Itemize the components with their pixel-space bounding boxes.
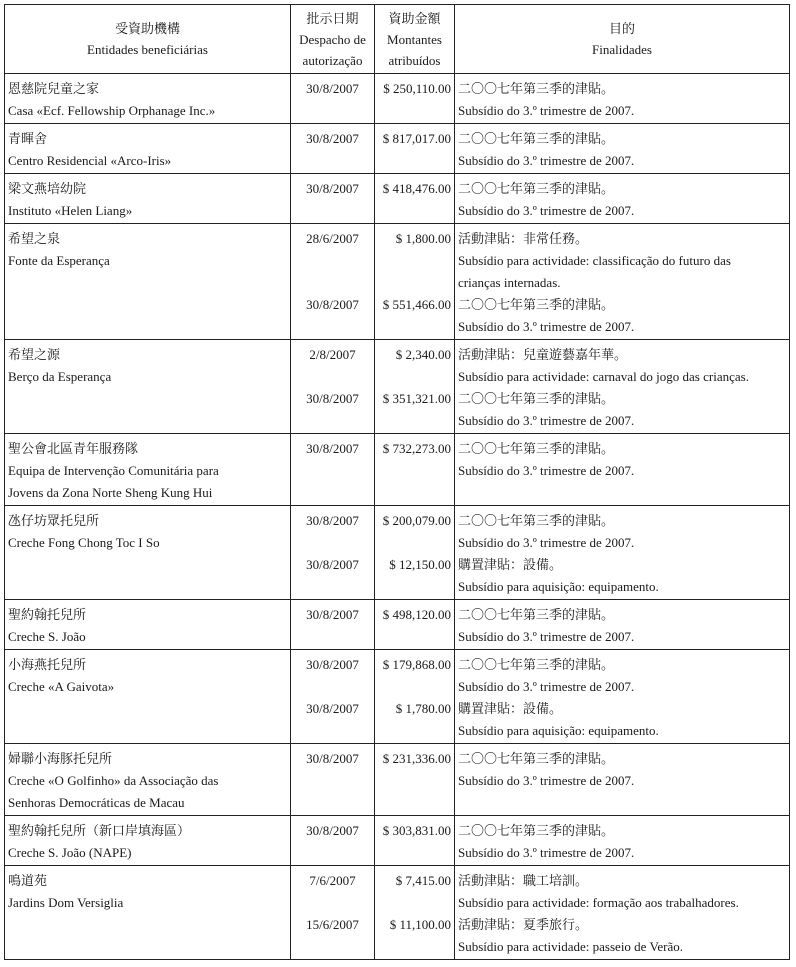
table-row bbox=[5, 650, 790, 744]
entity-name-line: Senhoras Democráticas de Macau bbox=[8, 795, 185, 810]
col-purpose-header bbox=[455, 5, 790, 74]
spacer bbox=[294, 842, 371, 864]
amount-cell bbox=[375, 866, 455, 960]
amount-cell bbox=[375, 600, 455, 650]
purpose-line: Subsídio do 3.º trimestre de 2007. bbox=[458, 413, 635, 428]
purpose-cell bbox=[455, 124, 790, 174]
date-cell bbox=[291, 434, 375, 506]
amount-cell bbox=[375, 340, 455, 434]
entity-name-line: Berço da Esperança bbox=[8, 369, 112, 384]
entity-name-line: Equipa de Intervenção Comunitária para bbox=[8, 463, 219, 478]
grant-amount: $ 732,273.00 bbox=[382, 441, 451, 456]
grant-date: 30/8/2007 bbox=[306, 701, 359, 716]
purpose-line: Subsídio do 3.º trimestre de 2007. bbox=[458, 629, 635, 644]
grant-date: 30/8/2007 bbox=[306, 657, 359, 672]
amount-header-pt-1: Montantes bbox=[387, 31, 442, 47]
purpose-line: Subsídio do 3.º trimestre de 2007. bbox=[458, 773, 635, 788]
purpose-line: Subsídio para actividade: carnaval do jogo das crianças. bbox=[458, 369, 749, 384]
date-cell bbox=[291, 866, 375, 960]
table-row bbox=[5, 866, 790, 960]
spacer bbox=[294, 676, 371, 698]
grant-date: 30/8/2007 bbox=[306, 823, 359, 838]
grant-amount: $ 1,800.00 bbox=[395, 231, 451, 246]
purpose-line: Subsídio para aquisição: equipamento. bbox=[458, 579, 659, 594]
grant-amount: $ 551,466.00 bbox=[382, 297, 451, 312]
entity-cell bbox=[5, 340, 291, 434]
date-cell bbox=[291, 74, 375, 124]
table-row bbox=[5, 74, 790, 124]
amount-cell bbox=[375, 434, 455, 506]
entity-name-line: Fonte da Esperança bbox=[8, 253, 110, 268]
table-row bbox=[5, 174, 790, 224]
grant-amount: $ 7,415.00 bbox=[395, 873, 451, 888]
date-cell bbox=[291, 124, 375, 174]
spacer bbox=[378, 100, 451, 122]
spacer bbox=[378, 272, 451, 294]
table-body bbox=[5, 74, 790, 960]
grant-date: 30/8/2007 bbox=[306, 131, 359, 146]
spacer bbox=[378, 576, 451, 598]
entity-cell bbox=[5, 174, 291, 224]
grant-date: 30/8/2007 bbox=[306, 181, 359, 196]
purpose-line: Subsídio do 3.º trimestre de 2007. bbox=[458, 153, 635, 168]
purpose-line: 二〇〇七年第三季的津貼。 bbox=[458, 607, 615, 622]
amount-header-pt-2: atribuídos bbox=[388, 52, 441, 68]
purpose-line: 二〇〇七年第三季的津貼。 bbox=[458, 823, 615, 838]
grant-amount: $ 1,780.00 bbox=[395, 701, 451, 716]
spacer bbox=[378, 250, 451, 272]
amount-cell bbox=[375, 650, 455, 744]
purpose-line: Subsídio para actividade: formação aos trabalhadores. bbox=[458, 895, 739, 910]
purpose-cell bbox=[455, 434, 790, 506]
grant-date: 7/6/2007 bbox=[309, 873, 356, 888]
entity-cell bbox=[5, 866, 291, 960]
date-header-pt-2: autorização bbox=[302, 52, 363, 68]
date-cell bbox=[291, 224, 375, 340]
entity-cell bbox=[5, 744, 291, 816]
entity-name-line: 鳴道苑 bbox=[8, 873, 48, 888]
purpose-cell bbox=[455, 340, 790, 434]
table-row bbox=[5, 124, 790, 174]
amount-cell bbox=[375, 74, 455, 124]
entity-name-line: Jardins Dom Versiglia bbox=[8, 895, 124, 910]
entity-cell bbox=[5, 224, 291, 340]
purpose-header-zh: 目的 bbox=[608, 21, 635, 36]
purpose-line: Subsídio do 3.º trimestre de 2007. bbox=[458, 319, 635, 334]
entity-name-line: 青暉舍 bbox=[8, 131, 48, 146]
date-cell bbox=[291, 650, 375, 744]
date-header-zh: 批示日期 bbox=[306, 10, 359, 26]
purpose-line: Subsídio do 3.º trimestre de 2007. bbox=[458, 203, 635, 218]
date-cell bbox=[291, 816, 375, 866]
entity-name-line: 聖約翰托兒所 bbox=[8, 607, 87, 622]
spacer bbox=[378, 936, 451, 958]
purpose-cell bbox=[455, 506, 790, 600]
purpose-line: 二〇〇七年第三季的津貼。 bbox=[458, 297, 615, 312]
purpose-line: Subsídio do 3.º trimestre de 2007. bbox=[458, 845, 635, 860]
spacer bbox=[294, 576, 371, 598]
purpose-line: Subsídio do 3.º trimestre de 2007. bbox=[458, 679, 635, 694]
amount-cell bbox=[375, 124, 455, 174]
grant-date: 30/8/2007 bbox=[306, 513, 359, 528]
col-date-header bbox=[291, 5, 375, 74]
spacer bbox=[294, 892, 371, 914]
spacer bbox=[294, 936, 371, 958]
spacer bbox=[294, 366, 371, 388]
spacer bbox=[378, 892, 451, 914]
amount-cell bbox=[375, 224, 455, 340]
purpose-line: 活動津貼：非常任務。 bbox=[458, 231, 589, 246]
grant-date: 2/8/2007 bbox=[309, 347, 356, 362]
purpose-line: 二〇〇七年第三季的津貼。 bbox=[458, 657, 615, 672]
purpose-cell bbox=[455, 650, 790, 744]
entity-header-zh: 受資助機構 bbox=[114, 21, 180, 36]
grant-amount: $ 231,336.00 bbox=[382, 751, 451, 766]
grant-amount: $ 303,831.00 bbox=[382, 823, 451, 838]
purpose-line: Subsídio para actividade: passeio de Verão. bbox=[458, 939, 684, 954]
spacer bbox=[378, 532, 451, 554]
spacer bbox=[378, 626, 451, 648]
purpose-line: 二〇〇七年第三季的津貼。 bbox=[458, 391, 615, 406]
purpose-line: Subsídio para aquisição: equipamento. bbox=[458, 723, 659, 738]
grant-date: 28/6/2007 bbox=[306, 231, 359, 246]
date-cell bbox=[291, 340, 375, 434]
spacer bbox=[378, 676, 451, 698]
entity-name-line: Creche S. João bbox=[8, 629, 86, 644]
purpose-cell bbox=[455, 224, 790, 340]
purpose-header-pt: Finalidades bbox=[592, 42, 652, 57]
entity-name-line: Creche S. João (NAPE) bbox=[8, 845, 132, 860]
purpose-line: Subsídio do 3.º trimestre de 2007. bbox=[458, 535, 635, 550]
spacer bbox=[294, 532, 371, 554]
entity-name-line: 小海燕托兒所 bbox=[8, 657, 87, 672]
spacer bbox=[294, 100, 371, 122]
spacer bbox=[294, 770, 371, 792]
spacer bbox=[378, 770, 451, 792]
entity-name-line: 恩慈院兒童之家 bbox=[8, 81, 100, 96]
spacer bbox=[378, 720, 451, 742]
spacer bbox=[378, 150, 451, 172]
purpose-cell bbox=[455, 174, 790, 224]
purpose-cell bbox=[455, 816, 790, 866]
purpose-line: 二〇〇七年第三季的津貼。 bbox=[458, 131, 615, 146]
purpose-line: 活動津貼：職工培訓。 bbox=[458, 873, 589, 888]
purpose-line: 二〇〇七年第三季的津貼。 bbox=[458, 181, 615, 196]
date-header-pt-1: Despacho de bbox=[299, 31, 366, 47]
entity-name-line: Jovens da Zona Norte Sheng Kung Hui bbox=[8, 485, 213, 500]
entity-cell bbox=[5, 650, 291, 744]
purpose-line: 活動津貼：兒童遊藝嘉年華。 bbox=[458, 347, 628, 362]
entity-name-line: 婦聯小海豚托兒所 bbox=[8, 751, 113, 766]
amount-cell bbox=[375, 816, 455, 866]
purpose-cell bbox=[455, 866, 790, 960]
entity-name-line: 聖約翰托兒所（新口岸填海區） bbox=[8, 823, 191, 838]
amount-cell bbox=[375, 506, 455, 600]
col-entity-header bbox=[5, 5, 291, 74]
grant-amount: $ 2,340.00 bbox=[395, 347, 451, 362]
purpose-cell bbox=[455, 600, 790, 650]
purpose-line: 二〇〇七年第三季的津貼。 bbox=[458, 513, 615, 528]
purpose-line: Subsídio para actividade: classificação do futuro das bbox=[458, 253, 731, 268]
grant-amount: $ 418,476.00 bbox=[382, 181, 451, 196]
col-amount-header bbox=[375, 5, 455, 74]
table-row bbox=[5, 816, 790, 866]
grant-date: 30/8/2007 bbox=[306, 607, 359, 622]
spacer bbox=[294, 626, 371, 648]
spacer bbox=[294, 460, 371, 482]
spacer bbox=[294, 150, 371, 172]
spacer bbox=[378, 316, 451, 338]
grant-date: 15/6/2007 bbox=[306, 917, 359, 932]
grant-amount: $ 351,321.00 bbox=[382, 391, 451, 406]
amount-cell bbox=[375, 174, 455, 224]
entity-cell bbox=[5, 434, 291, 506]
grant-date: 30/8/2007 bbox=[306, 81, 359, 96]
spacer bbox=[378, 410, 451, 432]
spacer bbox=[294, 316, 371, 338]
entity-name-line: Instituto «Helen Liang» bbox=[8, 203, 133, 218]
entity-cell bbox=[5, 74, 291, 124]
table-row bbox=[5, 434, 790, 506]
purpose-line: 購置津貼：設備。 bbox=[458, 701, 563, 716]
purpose-line: Subsídio do 3.º trimestre de 2007. bbox=[458, 103, 635, 118]
grant-amount: $ 817,017.00 bbox=[382, 131, 451, 146]
grant-amount: $ 12,150.00 bbox=[389, 557, 451, 572]
table-row bbox=[5, 224, 790, 340]
entity-name-line: Casa «Ecf. Fellowship Orphanage Inc.» bbox=[8, 103, 216, 118]
spacer bbox=[294, 200, 371, 222]
grant-date: 30/8/2007 bbox=[306, 751, 359, 766]
purpose-cell bbox=[455, 74, 790, 124]
date-cell bbox=[291, 744, 375, 816]
grant-date: 30/8/2007 bbox=[306, 297, 359, 312]
purpose-line: 二〇〇七年第三季的津貼。 bbox=[458, 441, 615, 456]
purpose-line: Subsídio do 3.º trimestre de 2007. bbox=[458, 463, 635, 478]
entity-name-line: 聖公會北區青年服務隊 bbox=[8, 441, 139, 456]
entity-name-line: 希望之源 bbox=[8, 347, 61, 362]
spacer bbox=[378, 366, 451, 388]
grant-date: 30/8/2007 bbox=[306, 391, 359, 406]
date-cell bbox=[291, 174, 375, 224]
entity-name-line: Creche «A Gaivota» bbox=[8, 679, 115, 694]
purpose-line: 購置津貼：設備。 bbox=[458, 557, 563, 572]
purpose-cell bbox=[455, 744, 790, 816]
spacer bbox=[378, 460, 451, 482]
entity-name-line: Centro Residencial «Arco-Iris» bbox=[8, 153, 172, 168]
entity-name-line: 氹仔坊眾托兒所 bbox=[8, 513, 100, 528]
spacer bbox=[294, 720, 371, 742]
purpose-line: 二〇〇七年第三季的津貼。 bbox=[458, 81, 615, 96]
amount-header-zh: 資助金額 bbox=[388, 10, 441, 26]
grant-date: 30/8/2007 bbox=[306, 557, 359, 572]
date-cell bbox=[291, 600, 375, 650]
subsidy-table bbox=[4, 4, 790, 960]
grant-amount: $ 11,100.00 bbox=[389, 917, 451, 932]
grant-amount: $ 200,079.00 bbox=[382, 513, 451, 528]
entity-name-line: 希望之泉 bbox=[8, 231, 61, 246]
spacer bbox=[294, 250, 371, 272]
purpose-line: 活動津貼：夏季旅行。 bbox=[458, 917, 589, 932]
grant-amount: $ 250,110.00 bbox=[383, 81, 451, 96]
header-row bbox=[5, 5, 790, 74]
entity-cell bbox=[5, 124, 291, 174]
entity-cell bbox=[5, 816, 291, 866]
table-row bbox=[5, 340, 790, 434]
date-cell bbox=[291, 506, 375, 600]
entity-name-line: 梁文燕培幼院 bbox=[8, 181, 87, 196]
grant-amount: $ 179,868.00 bbox=[382, 657, 451, 672]
entity-cell bbox=[5, 506, 291, 600]
spacer bbox=[294, 410, 371, 432]
spacer bbox=[294, 272, 371, 294]
entity-name-line: Creche Fong Chong Toc I So bbox=[8, 535, 160, 550]
amount-cell bbox=[375, 744, 455, 816]
grant-amount: $ 498,120.00 bbox=[382, 607, 451, 622]
spacer bbox=[378, 200, 451, 222]
table-row bbox=[5, 600, 790, 650]
spacer bbox=[378, 842, 451, 864]
purpose-line: 二〇〇七年第三季的津貼。 bbox=[458, 751, 615, 766]
purpose-line: crianças internadas. bbox=[458, 275, 561, 290]
entity-header-pt: Entidades beneficiárias bbox=[87, 42, 208, 57]
grant-date: 30/8/2007 bbox=[306, 441, 359, 456]
table-row bbox=[5, 744, 790, 816]
entity-cell bbox=[5, 600, 291, 650]
entity-name-line: Creche «O Golfinho» da Associação das bbox=[8, 773, 219, 788]
table-row bbox=[5, 506, 790, 600]
